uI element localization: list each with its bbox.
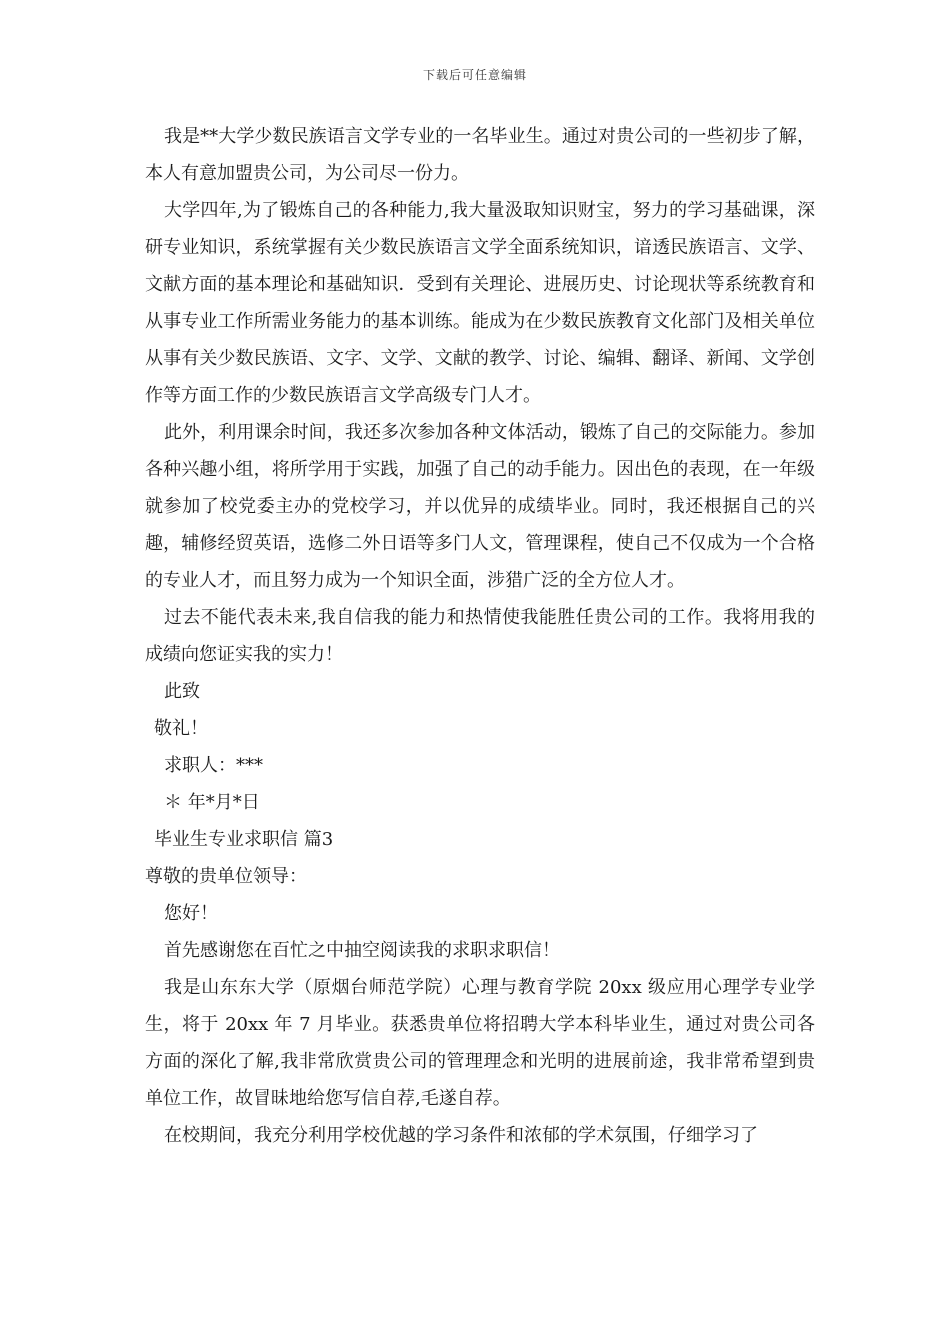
section-title: 毕业生专业求职信 篇3	[154, 829, 334, 850]
paragraph: 此外，利用课余时间，我还多次参加各种文体活动，锻炼了自己的交际能力。参加各种兴趣小组，将所学用于实践，加强了自己的动手能力。因出色的表现，在一年级就参加了校党委主办的党校学习，并以优异的成绩毕业。同时，我还根据自己的兴趣，辅修经贸英语，选修二外日语等多门人文，管理课程，使自己不仅成为一个合格的专业人才，而且努力成为一个知识全面，涉猎广泛的全方位人才。	[145, 422, 815, 591]
closing-salutation: 此致	[164, 681, 200, 702]
header-note: 下载后可任意编辑	[422, 68, 527, 82]
paragraph: 大学四年,为了锻炼自己的各种能力,我大量汲取知识财宝，努力的学习基础课，深研专业知识，系统掌握有关少数民族语言文学全面系统知识，谙透民族语言、文学、文献方面的基本理论和基础知识．受到有关理论、进展历史、讨论现状等系统教育和从事专业工作所需业务能力的基本训练。能成为在少数民族教育文化部门及相关单位从事有关少数民族语、文字、文学、文献的教学、讨论、编辑、翻译、新闻、文学创作等方面工作的少数民族语言文学高级专门人才。	[145, 200, 815, 406]
paragraph: 过去不能代表未来,我自信我的能力和热情使我能胜任贵公司的工作。我将用我的成绩向您证实我的实力！	[145, 607, 815, 665]
paragraph: 首先感谢您在百忙之中抽空阅读我的求职求职信！	[164, 940, 560, 961]
date-line: ＊ 年*月*日	[164, 792, 260, 813]
greeting: 您好！	[164, 903, 218, 924]
document-body	[145, 118, 815, 1154]
paragraph: 我是山东东大学（原烟台师范学院）心理与教育学院 20xx 级应用心理学专业学生，将于 20xx 年 7 月毕业。获悉贵单位将招聘大学本科毕业生，通过对贵公司各方面的深化了解,我非常欣赏贵公司的管理理念和光明的进展前途，我非常希望到贵单位工作，故冒昧地给您写信自荐,毛遂自荐。	[145, 977, 815, 1109]
closing-regards: 敬礼！	[154, 718, 208, 739]
signature-line: 求职人：***	[164, 755, 263, 776]
greeting-recipient: 尊敬的贵单位领导：	[145, 866, 307, 887]
paragraph: 我是**大学少数民族语言文学专业的一名毕业生。通过对贵公司的一些初步了解，本人有意加盟贵公司，为公司尽一份力。	[145, 126, 815, 184]
paragraph: 在校期间，我充分利用学校优越的学习条件和浓郁的学术氛围，仔细学习了	[164, 1125, 758, 1146]
